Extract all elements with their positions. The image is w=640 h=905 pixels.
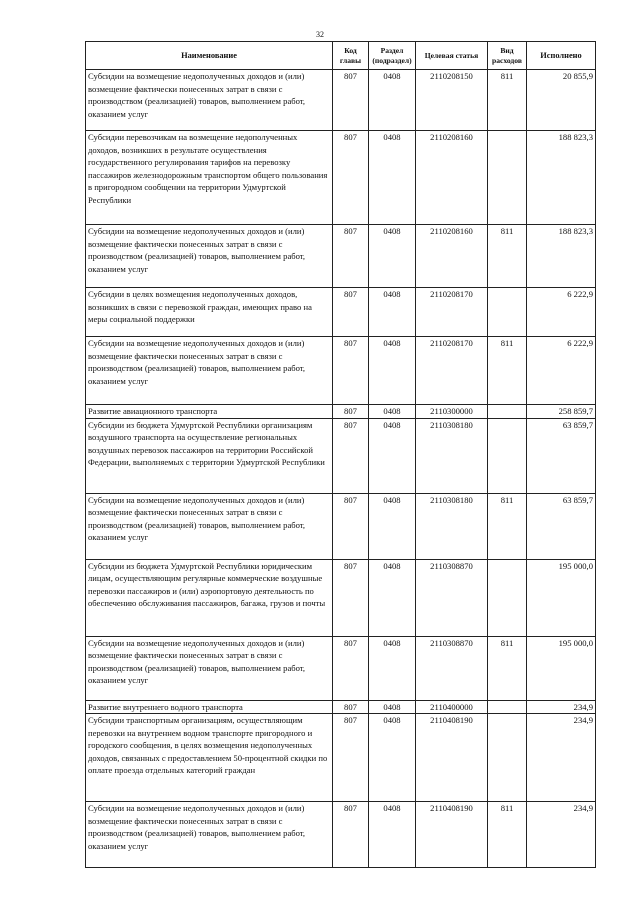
row-target: 2110208160 xyxy=(416,225,488,288)
row-target: 2110308180 xyxy=(416,418,488,493)
row-target: 2110300000 xyxy=(416,405,488,419)
row-section: 0408 xyxy=(369,131,416,225)
row-name: Субсидии из бюджета Удмуртской Республики юридическим лицам, осуществляющим регулярные коммерческие воздушные перевозки пассажиров и (или) аэропортовую деятельность по обеспечению обслуживания пассажиров, багажа, грузов и почты xyxy=(86,559,333,636)
row-kind xyxy=(488,288,527,337)
table-row xyxy=(86,493,596,559)
row-section: 0408 xyxy=(369,288,416,337)
row-done: 188 823,3 xyxy=(527,131,596,225)
row-section: 0408 xyxy=(369,418,416,493)
row-name: Субсидии перевозчикам на возмещение недополученных доходов, возникших в результате осуществления государственного регулирования тарифов на перевозку пассажиров железнодорожным транспортом общего пользования в пригородном сообщении на территории Удмуртской Республики xyxy=(86,131,333,225)
row-target: 2110308870 xyxy=(416,559,488,636)
table-row xyxy=(86,418,596,493)
row-target: 2110408190 xyxy=(416,714,488,802)
row-target: 2110208170 xyxy=(416,288,488,337)
row-done: 195 000,0 xyxy=(527,636,596,700)
row-section: 0408 xyxy=(369,493,416,559)
header-kind: Вид расходов xyxy=(488,42,527,70)
row-name: Развитие внутреннего водного транспорта xyxy=(86,700,333,714)
row-done: 258 859,7 xyxy=(527,405,596,419)
row-code: 807 xyxy=(333,636,369,700)
row-target: 2110308180 xyxy=(416,493,488,559)
row-name: Субсидии на возмещение недополученных доходов и (или) возмещение фактически понесенных затрат в связи с производством (реализацией) товаров, выполнением работ, оказанием услуг xyxy=(86,70,333,131)
table-row xyxy=(86,559,596,636)
row-code: 807 xyxy=(333,405,369,419)
table-row xyxy=(86,225,596,288)
row-target: 2110400000 xyxy=(416,700,488,714)
row-section: 0408 xyxy=(369,636,416,700)
row-code: 807 xyxy=(333,225,369,288)
row-done: 195 000,0 xyxy=(527,559,596,636)
row-done: 20 855,9 xyxy=(527,70,596,131)
table-row xyxy=(86,131,596,225)
row-done: 234,9 xyxy=(527,714,596,802)
row-target: 2110208150 xyxy=(416,70,488,131)
table-row xyxy=(86,802,596,868)
row-section: 0408 xyxy=(369,70,416,131)
row-kind xyxy=(488,559,527,636)
row-code: 807 xyxy=(333,337,369,405)
table-row xyxy=(86,700,596,714)
row-section: 0408 xyxy=(369,559,416,636)
row-target: 2110408190 xyxy=(416,802,488,868)
row-name: Субсидии на возмещение недополученных доходов и (или) возмещение фактически понесенных затрат в связи с производством (реализацией) товаров, выполнением работ, оказанием услуг xyxy=(86,225,333,288)
row-name: Субсидии на возмещение недополученных доходов и (или) возмещение фактически понесенных затрат в связи с производством (реализацией) товаров, выполнением работ, оказанием услуг xyxy=(86,802,333,868)
row-code: 807 xyxy=(333,714,369,802)
row-name: Субсидии транспортным организациям, осуществляющим перевозки на внутреннем водном транспорте пригородного и городского сообщения, в целях возмещения недополученных доходов, связанных с предоставлением 50-процентной скидки по оплате проезда отдельных категорий граждан xyxy=(86,714,333,802)
row-code: 807 xyxy=(333,700,369,714)
table-row xyxy=(86,636,596,700)
row-kind: 811 xyxy=(488,802,527,868)
row-name: Субсидии на возмещение недополученных доходов и (или) возмещение фактически понесенных затрат в связи с производством (реализацией) товаров, выполнением работ, оказанием услуг xyxy=(86,636,333,700)
row-section: 0408 xyxy=(369,802,416,868)
row-kind: 811 xyxy=(488,225,527,288)
header-done: Исполнено xyxy=(527,42,596,70)
row-target: 2110208170 xyxy=(416,337,488,405)
table-row xyxy=(86,70,596,131)
row-name: Субсидии на возмещение недополученных доходов и (или) возмещение фактически понесенных затрат в связи с производством (реализацией) товаров, выполнением работ, оказанием услуг xyxy=(86,493,333,559)
row-code: 807 xyxy=(333,802,369,868)
row-target: 2110208160 xyxy=(416,131,488,225)
row-done: 234,9 xyxy=(527,802,596,868)
row-kind xyxy=(488,700,527,714)
row-code: 807 xyxy=(333,559,369,636)
row-code: 807 xyxy=(333,493,369,559)
row-code: 807 xyxy=(333,70,369,131)
row-section: 0408 xyxy=(369,337,416,405)
row-done: 188 823,3 xyxy=(527,225,596,288)
row-done: 63 859,7 xyxy=(527,493,596,559)
row-kind: 811 xyxy=(488,636,527,700)
table-row xyxy=(86,405,596,419)
table-header-row xyxy=(86,42,596,70)
table-row xyxy=(86,714,596,802)
row-kind xyxy=(488,418,527,493)
row-target: 2110308870 xyxy=(416,636,488,700)
row-section: 0408 xyxy=(369,700,416,714)
row-code: 807 xyxy=(333,131,369,225)
row-code: 807 xyxy=(333,288,369,337)
row-name: Субсидии на возмещение недополученных доходов и (или) возмещение фактически понесенных затрат в связи с производством (реализацией) товаров, выполнением работ, оказанием услуг xyxy=(86,337,333,405)
budget-execution-table xyxy=(85,41,596,868)
row-section: 0408 xyxy=(369,714,416,802)
row-done: 63 859,7 xyxy=(527,418,596,493)
row-done: 234,9 xyxy=(527,700,596,714)
row-done: 6 222,9 xyxy=(527,337,596,405)
row-kind: 811 xyxy=(488,337,527,405)
row-code: 807 xyxy=(333,418,369,493)
row-section: 0408 xyxy=(369,405,416,419)
row-kind xyxy=(488,405,527,419)
row-kind xyxy=(488,131,527,225)
row-kind xyxy=(488,714,527,802)
table-row xyxy=(86,288,596,337)
row-section: 0408 xyxy=(369,225,416,288)
row-done: 6 222,9 xyxy=(527,288,596,337)
page-number: 32 xyxy=(316,30,324,39)
row-kind: 811 xyxy=(488,70,527,131)
row-name: Субсидии в целях возмещения недополученных доходов, возникших в связи с перевозкой граждан, имеющих право на меры социальной поддержки xyxy=(86,288,333,337)
row-name: Субсидии из бюджета Удмуртской Республики организациям воздушного транспорта на осуществление региональных воздушных перевозок пассажиров на территории Российской Федерации, выполняемых с территории Удмуртской Республики xyxy=(86,418,333,493)
row-name: Развитие авиационного транспорта xyxy=(86,405,333,419)
header-code: Код главы xyxy=(333,42,369,70)
header-name: Наименование xyxy=(86,42,333,70)
table-row xyxy=(86,337,596,405)
row-kind: 811 xyxy=(488,493,527,559)
header-section: Раздел (подраздел) xyxy=(369,42,416,70)
header-target: Целевая статья xyxy=(416,42,488,70)
